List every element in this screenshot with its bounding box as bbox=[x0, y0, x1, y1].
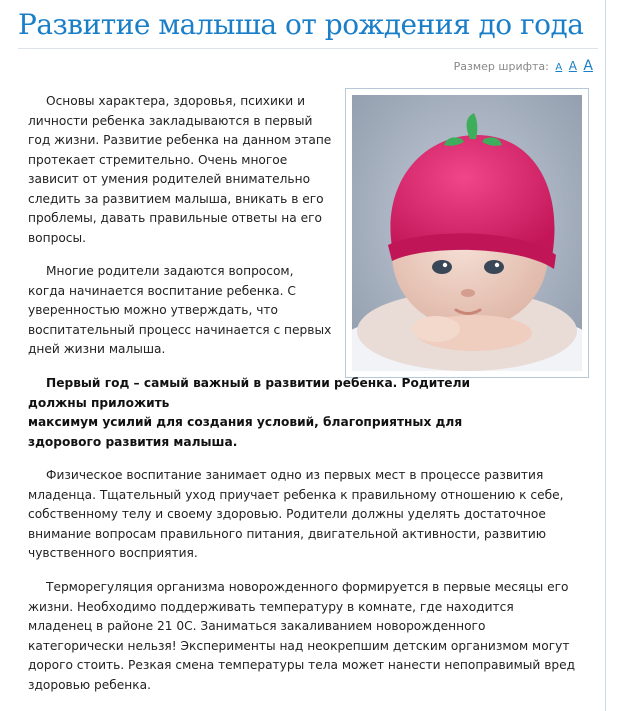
paragraph-2: Многие родители задаются вопросом, когда начинается воспитание ребенка. С уверенностью можно утверждать, что воспитательный процесс начинается с первых дней жизни малыша. bbox=[28, 264, 332, 356]
article-title: Развитие малыша от рождения до года bbox=[18, 8, 584, 41]
article-photo-frame bbox=[345, 88, 589, 378]
paragraph-5: Терморегуляция организма новорожденного формируется в первые месяцы его жизни. Необходимо поддерживать температуру в комнате, где находится младенец в районе 21 0С. Заниматься закаливанием новорожденного категорически нельзя! Эксперименты над неокрепшим детским организмом могут дорого стоить. Резкая смена температуры тела может нанести непоправимый вред здоровью ребенка. bbox=[28, 580, 576, 692]
font-size-label: Размер шрифта: bbox=[453, 60, 549, 73]
paragraph-3-bold: Первый год – самый важный в развитии ребенка. Родители должны приложить максимум усилий для создания условий, благоприятных для здорового развития малыша. bbox=[28, 376, 471, 449]
paragraph-1: Основы характера, здоровья, психики и личности ребенка закладываются в первый год жизни. Развитие ребенка на данном этапе протекает стремительно. Очень многое зависит от умения родителей внимательно следить за развитием малыша, вникать в его проблемы, давать правильные ответы на его вопросы. bbox=[28, 94, 332, 245]
font-size-large-link[interactable]: A bbox=[583, 58, 593, 74]
font-size-switcher bbox=[454, 58, 593, 74]
baby-photo bbox=[352, 95, 582, 371]
paragraph-4: Физическое воспитание занимает одно из первых мест в процессе развития младенца. Тщательный уход приучает ребенка к правильному отношению к себе, собственному телу и своему здоровью. Родители должны уделять достаточное внимание вопросам правильного питания, двигательной активности, развитию чувственного восприятия. bbox=[28, 468, 564, 560]
font-size-small-link[interactable]: A bbox=[555, 62, 563, 73]
title-divider bbox=[18, 48, 598, 49]
font-size-medium-link[interactable]: A bbox=[568, 59, 577, 73]
